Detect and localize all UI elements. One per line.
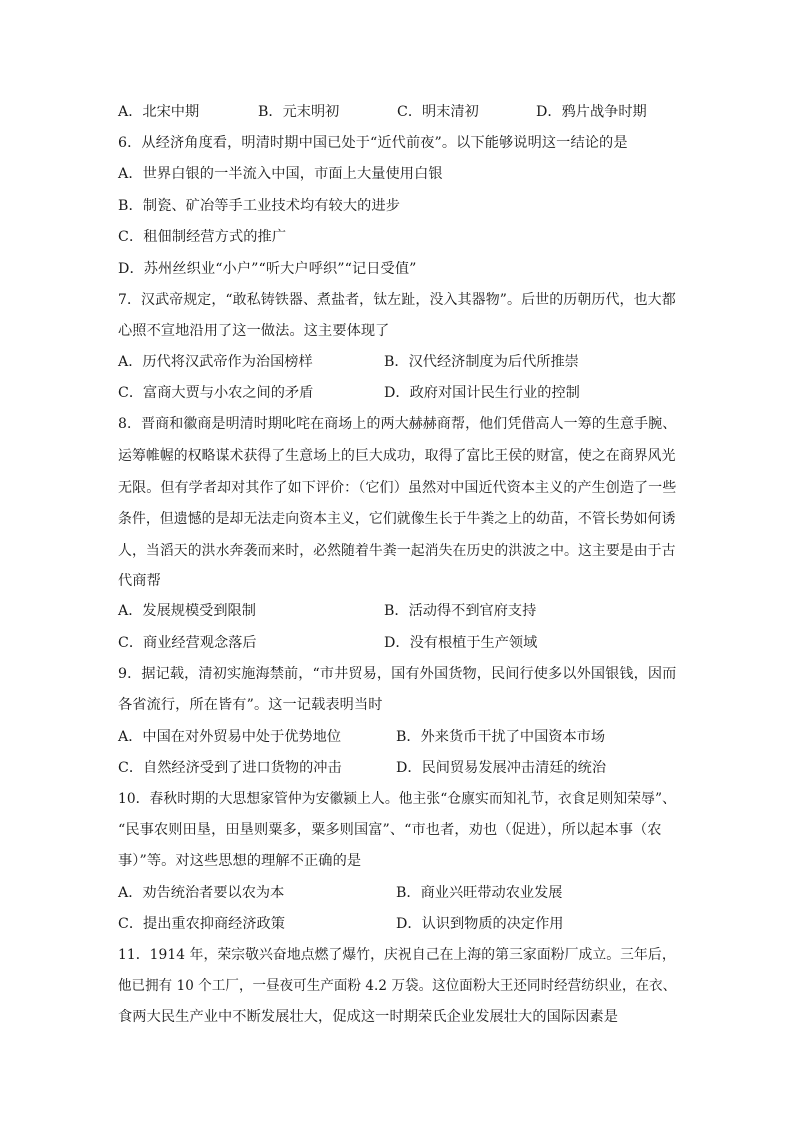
q6-option-d: D．苏州丝织业“小户”“听大户呼织”“记日受值” [118,261,417,277]
q9-option-a: A．中国在对外贸易中处于优势地位 [118,729,342,745]
q8-stem-line: 代商帮 [118,573,161,589]
q7-option-a: A．历代将汉武帝作为治国榜样 [118,354,313,370]
q9-stem-line: 各省流行，所在皆有”。这一记载表明当时 [118,697,383,713]
q8-option-b: B．活动得不到官府支持 [384,603,537,619]
q8-stem-line: 运筹帷幄的权略谋术获得了生意场上的巨大成功，取得了富比王侯的财富，使之在商界风光 [118,448,676,464]
q5-option-d: D．鸦片战争时期 [536,104,647,120]
q8-option-d: D．没有根植于生产领域 [384,635,538,651]
q8-stem-line: 条件，但遗憾的是却无法走向资本主义，它们就像生长于牛粪之上的幼苗，不管长势如何诱 [118,511,676,527]
q9-option-d: D．民间贸易发展冲击清廷的统治 [396,760,607,776]
q9-stem-line: 9．据记载，清初实施海禁前，“市井贸易，国有外国货物，民间行使多以外国银钱，因而 [118,666,677,682]
q6-stem: 6．从经济角度看，明清时期中国已处于“近代前夜”。以下能够说明这一结论的是 [118,135,628,151]
q8-option-a: A．发展规模受到限制 [118,603,256,619]
q11-stem-line: 食两大民生产业中不断发展壮大，促成这一时期荣氏企业发展壮大的国际因素是 [118,1009,619,1025]
q5-option-b: B．元末明初 [258,104,340,120]
q5-option-c: C．明末清初 [397,104,479,120]
q7-stem-line: 7．汉武帝规定，“敢私铸铁器、煮盐者，钛左趾，没入其器物”。后世的历朝历代，也大都 [118,292,676,308]
q10-option-c: C．提出重农抑商经济政策 [118,916,285,932]
q7-option-b: B．汉代经济制度为后代所推崇 [384,354,579,370]
q10-stem-line: 10．春秋时期的大思想家管仲为安徽颍上人。他主张“仓廪实而知礼节，衣食足则知荣辱”、 [118,791,676,807]
q10-stem-line: “民事农则田垦，田垦则粟多，粟多则国富”、“市也者，劝也（促进），所以起本事（农 [118,822,662,838]
q6-option-a: A．世界白银的一半流入中国，市面上大量使用白银 [118,166,443,182]
q8-option-c: C．商业经营观念落后 [118,635,257,651]
q6-option-c: C．租佃制经营方式的推广 [118,229,287,245]
q6-option-b: B．制瓷、矿冶等手工业技术均有较大的进步 [118,198,400,214]
q10-option-d: D．认识到物质的决定作用 [396,916,564,932]
q11-stem-line: 他已拥有 10 个工厂，一昼夜可生产面粉 4.2 万袋。这位面粉大王还同时经营纺织业，在衣、 [118,978,677,994]
q7-option-d: D．政府对国计民生行业的控制 [384,385,580,401]
q10-option-a: A．劝告统治者要以农为本 [118,885,285,901]
q7-option-c: C．富商大贾与小农之间的矛盾 [118,385,314,401]
q9-option-b: B．外来货币干扰了中国资本市场 [396,729,606,745]
q9-option-c: C．自然经济受到了进口货物的冲击 [118,760,342,776]
q10-stem-line: 事）”等。对这些思想的理解不正确的是 [118,853,362,869]
q11-stem-line: 11．1914 年，荣宗敬兴奋地点燃了爆竹，庆祝自己在上海的第三家面粉厂成立。三年后， [118,947,676,963]
q8-stem-line: 无限。但有学者却对其作了如下评价：（它们）虽然对中国近代资本主义的产生创造了一些 [118,480,677,496]
q8-stem-line: 人，当滔天的洪水奔袭而来时，必然随着牛粪一起消失在历史的洪波之中。这主要是由于古 [118,543,676,559]
q10-option-b: B．商业兴旺带动农业发展 [396,885,563,901]
q7-stem-line: 心照不宣地沿用了这一做法。这主要体现了 [118,323,390,339]
q5-option-a: A．北宋中期 [118,104,200,120]
q8-stem-line: 8．晋商和徽商是明清时期叱咤在商场上的两大赫赫商帮，他们凭借高人一筹的生意手腕、 [118,416,677,432]
